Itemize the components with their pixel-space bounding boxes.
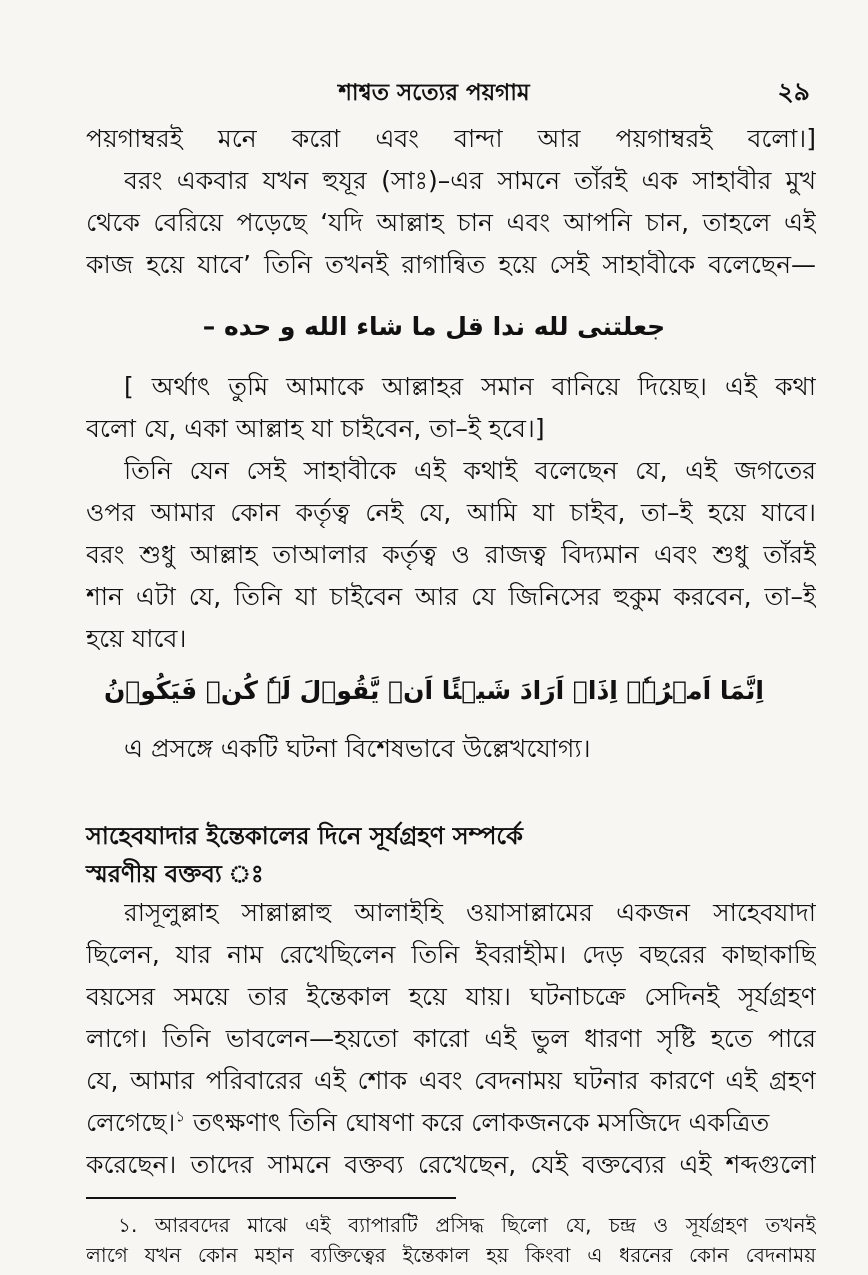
text-line: হয়ে যাবে।: [86, 624, 187, 653]
text-line: বরং একবার যখন হুযূর (সাঃ)–এর সামনে তাঁরই এক সাহাবীর মুখ: [124, 166, 816, 195]
footnote-line: লাগে যখন কোন মহান ব্যক্তিত্বের ইন্তেকাল হয় কিংবা এ ধরনের কোন বেদনাময়: [86, 1243, 816, 1267]
text-line: রাসূলুল্লাহ সাল্লাল্লাহু আলাইহি ওয়াসাল্লামের একজন সাহেবযাদা: [124, 898, 816, 927]
text-line: কাজ হয়ে যাবে’ তিনি তখনই রাগান্বিত হয়ে সেই সাহাবীকে বলেছেন—: [86, 250, 816, 279]
text-line: [86, 1108, 816, 1138]
text-line: এ প্রসঙ্গে একটি ঘটনা বিশেষভাবে উল্লেখযোগ্য।: [124, 734, 591, 763]
text-line: বলো যে, একা আল্লাহ যা চাইবেন, তা–ই হবে।]: [86, 414, 545, 443]
text-line: ওপর আমার কোন কর্তৃত্ব নেই যে, আমি যা চাইব, তা–ই হয়ে যাবে।: [86, 498, 816, 527]
text-line: করেছেন। তাদের সামনে বক্তব্য রেখেছেন, যেই বক্তব্যের এই শব্দগুলো: [86, 1150, 816, 1179]
running-title: শাশ্বত সত্যের পয়গাম: [338, 80, 530, 106]
text-line: যে, আমার পরিবারের এই শোক এবং বেদনাময় ঘটনার কারণে এই গ্রহণ: [86, 1066, 816, 1095]
section-subheading: স্মরণীয় বক্তব্য ঃ: [86, 860, 264, 888]
text-line: শান এটা যে, তিনি যা চাইবেন আর যে জিনিসের হুকুম করবেন, তা–ই: [86, 582, 816, 611]
text-line: বয়সের সময়ে তার ইন্তেকাল হয়ে যায়। ঘটনাচক্রে সেদিনই সূর্যগ্রহণ: [86, 982, 816, 1011]
text-line: [ অর্থাৎ তুমি আমাকে আল্লাহর সমান বানিয়ে দিয়েছ। এই কথা: [124, 372, 816, 401]
text-line: থেকে বেরিয়ে পড়েছে ‘যদি আল্লাহ চান এবং আপনি চান, তাহলে এই: [86, 208, 816, 237]
footnote-line: ১. আরবদের মাঝে এই ব্যাপারটি প্রসিদ্ধ ছিলো যে, চন্দ্র ও সূর্যগ্রহণ তখনই: [118, 1213, 816, 1237]
section-heading: সাহেবযাদার ইন্তেকালের দিনে সূর্যগ্রহণ সম্পর্কে: [86, 822, 523, 850]
text-line: ছিলেন, যার নাম রেখেছিলেন তিনি ইবরাহীম। দেড় বছরের কাছাকাছি: [86, 940, 816, 969]
text-line: তিনি যেন সেই সাহাবীকে এই কথাই বলেছেন যে, এই জগতের: [124, 456, 816, 485]
page-number: ২৯: [777, 77, 810, 106]
text-fragment: লেগেছে।: [86, 1108, 176, 1137]
text-line: লাগে। তিনি ভাবলেন—হয়তো কারো এই ভুল ধারণা সৃষ্টি হতে পারে: [86, 1024, 816, 1053]
text-line: পয়গাম্বরই মনে করো এবং বান্দা আর পয়গাম্বরই বলো।]: [86, 124, 816, 153]
footnote-reference: ১: [175, 1108, 186, 1126]
arabic-quote: جعلتنى لله ندا قل ما شاء الله و حده –: [202, 312, 666, 341]
footnote-divider: [86, 1197, 456, 1199]
text-line: বরং শুধু আল্লাহ তাআলার কর্তৃত্ব ও রাজত্ব বিদ্যমান এবং শুধু তাঁরই: [86, 540, 816, 569]
text-fragment: তৎক্ষণাৎ তিনি ঘোষণা করে লোকজনকে মসজিদে একত্রিত: [185, 1108, 770, 1137]
quran-verse: اِنَّمَا اَمۡرُہٗۤ اِذَاۤ اَرَادَ شَیۡئًا اَنۡ یَّقُوۡلَ لَہٗ کُنۡ فَیَکُوۡنُ: [104, 676, 764, 705]
